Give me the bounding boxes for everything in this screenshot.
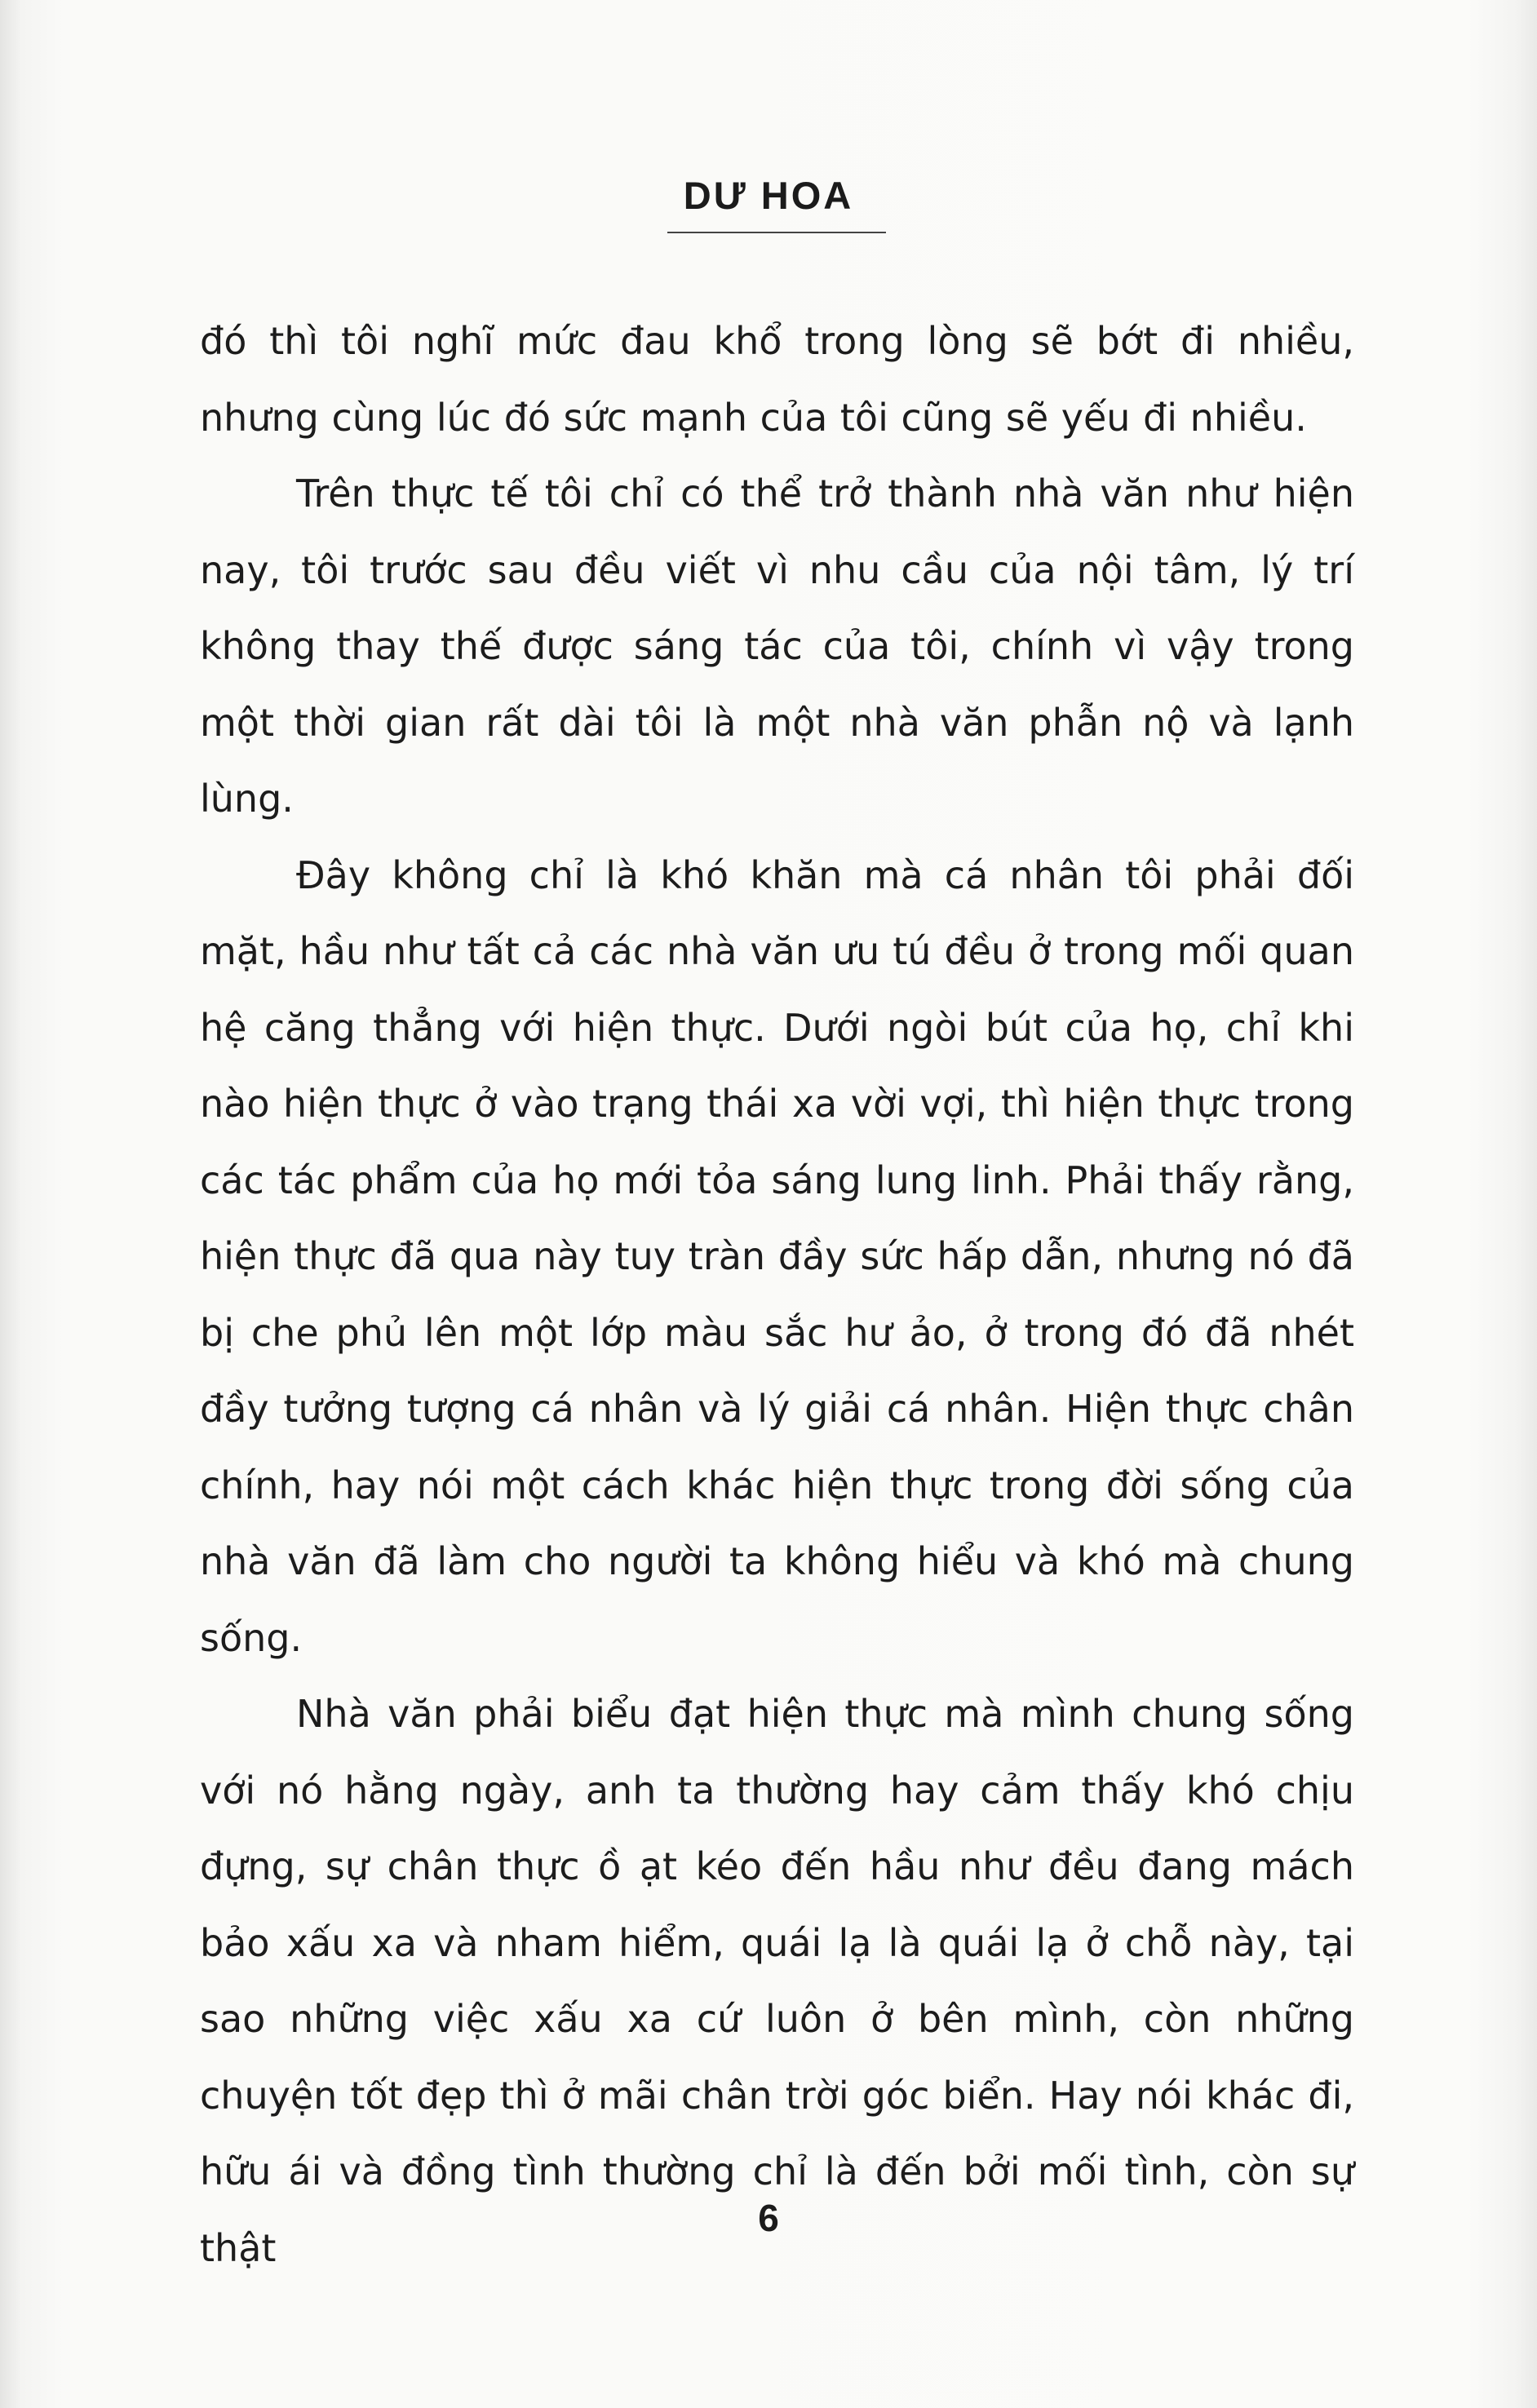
header-underline: [667, 232, 886, 233]
body-text: [200, 303, 1354, 2286]
page-number: 6: [758, 2197, 779, 2239]
paragraph-3: Đây không chỉ là khó khăn mà cá nhân tôi phải đối mặt, hầu như tất cả các nhà văn ưu tú đều ở trong mối quan hệ căng thẳng với hiện thực. Dưới ngòi bút của họ, chỉ khi nào hiện thực ở vào trạng thái xa vời vợi, thì hiện thực trong các tác phẩm của họ mới tỏa sáng lung linh. Phải thấy rằng, hiện thực đã qua này tuy tràn đầy sức hấp dẫn, nhưng nó đã bị che phủ lên một lớp màu sắc hư ảo, ở trong đó đã nhét đầy tưởng tượng cá nhân và lý giải cá nhân. Hiện thực chân chính, hay nói một cách khác hiện thực trong đời sống của nhà văn đã làm cho người ta không hiểu và khó mà chung sống.: [200, 852, 1354, 1660]
paragraph-1-continued: đó thì tôi nghĩ mức đau khổ trong lòng sẽ bớt đi nhiều, nhưng cùng lúc đó sức mạnh của tôi cũng sẽ yếu đi nhiều.: [200, 319, 1354, 440]
paragraph-4: Nhà văn phải biểu đạt hiện thực mà mình chung sống với nó hằng ngày, anh ta thường hay cảm thấy khó chịu đựng, sự chân thực ồ ạt kéo đến hầu như đều đang mách bảo xấu xa và nham hiểm, quái lạ là quái lạ ở chỗ này, tại sao những việc xấu xa cứ luôn ở bên mình, còn những chuyện tốt đẹp thì ở mãi chân trời góc biển. Hay nói khác đi, hữu ái và đồng tình thường chỉ là đến bởi mối tình, còn sự thật: [200, 1692, 1354, 2270]
paragraph-2: Trên thực tế tôi chỉ có thể trở thành nhà văn như hiện nay, tôi trước sau đều viết vì nhu cầu của nội tâm, lý trí không thay thế được sáng tác của tôi, chính vì vậy trong một thời gian rất dài tôi là một nhà văn phẫn nộ và lạnh lùng.: [200, 471, 1354, 821]
running-header-title: DƯ HOA: [683, 174, 854, 217]
